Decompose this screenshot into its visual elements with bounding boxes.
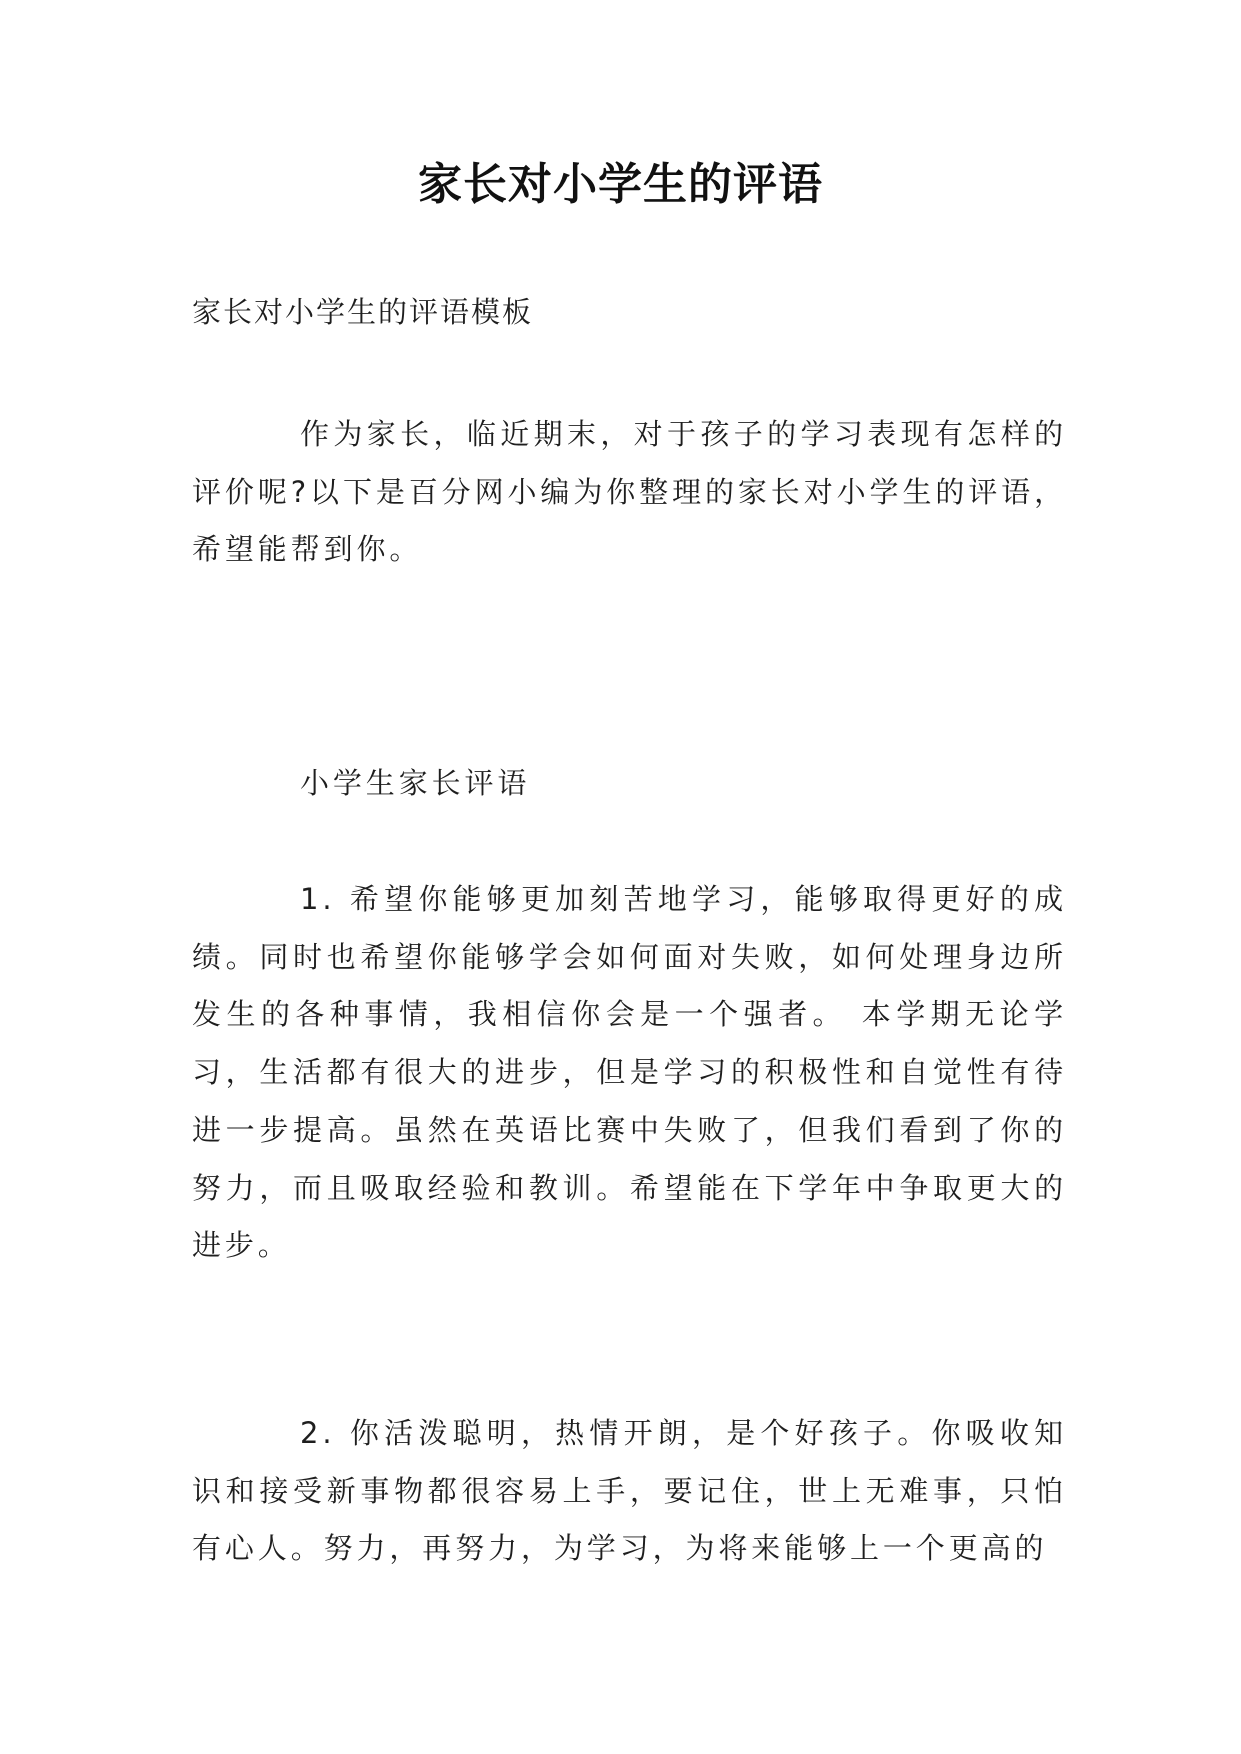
- comment-item-2: 2. 你活泼聪明，热情开朗，是个好孩子。你吸收知识和接受新事物都很容易上手，要记住，世上无难事，只怕有心人。努力，再努力，为学习，为将来能够上一个更高的: [192, 1416, 1067, 1566]
- document-title: 家长对小学生的评语: [418, 159, 823, 210]
- comment-item-1: 1. 希望你能够更加刻苦地学习，能够取得更好的成绩。同时也希望你能够学会如何面对失败，如何处理身边所发生的各种事情，我相信你会是一个强者。 本学期无论学习，生活都有很大的进步，但是学习的积极性和自觉性有待进一步提高。虽然在英语比赛中失败了，但我们看到了你的努力，而且吸取经验和教训。希望能在下学年中争取更大的进步。: [192, 882, 1067, 1263]
- intro-paragraph: 作为家长，临近期末，对于孩子的学习表现有怎样的评价呢?以下是百分网小编为你整理的家长对小学生的评语，希望能帮到你。: [192, 417, 1067, 567]
- document-subtitle: 家长对小学生的评语模板: [192, 295, 534, 329]
- section-heading: 小学生家长评语: [300, 766, 531, 800]
